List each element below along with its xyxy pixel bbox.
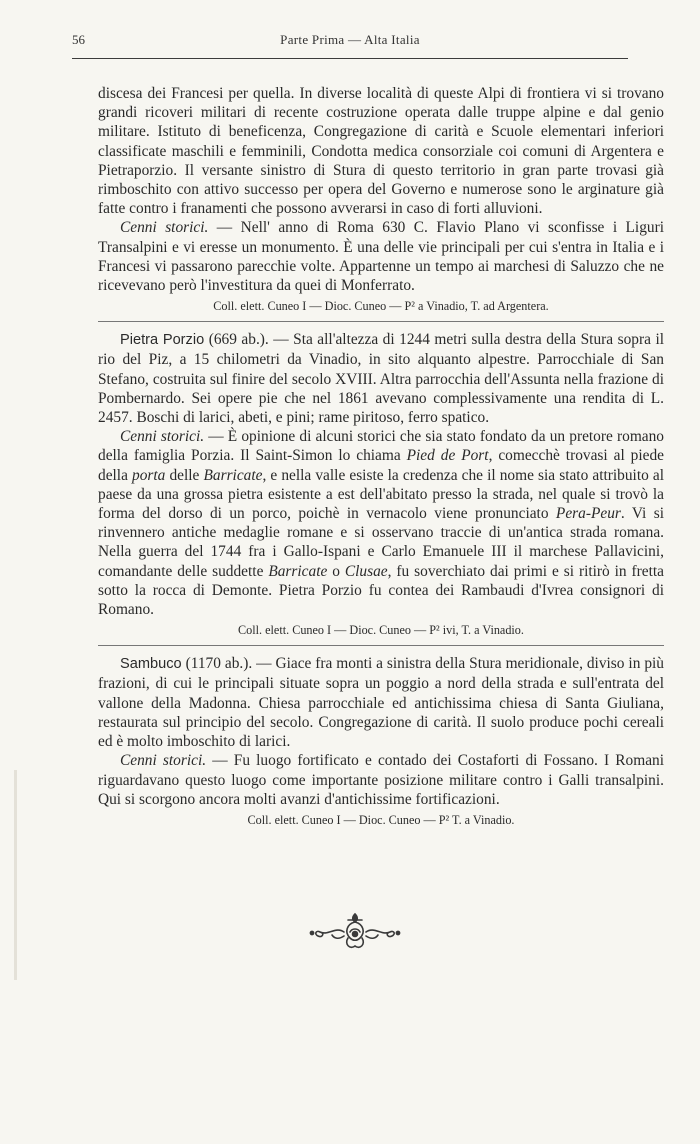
cenni-text: — È opinione di alcuni storici che sia stato fondato da un pretore romano della famiglia Porzia. Il Saint-Simon lo chiama [98,428,665,465]
entry-title-pietra-porzio: Pietra Porzio [120,332,205,349]
intro-reference: Coll. elett. Cuneo I — Dioc. Cuneo — P² a Vinadio, T. ad Argentera. [213,299,549,314]
italic-term: porta [132,466,166,484]
cenni-text: — Fu luogo fortificato e contado dei Costaforti di Fossano. I Romani riguardavano questo luogo come importante posizione militare contro i Galli transalpini. Qui si scorgono ancora molti avanzi d'antichissime fortificazioni. [98,752,665,808]
italic-term: Barricate [203,466,263,484]
intro-paragraph: discesa dei Francesi per quella. In diverse località di queste Alpi di frontiera vi si trovano grandi ricoveri militari di recente costruzione operata dalle truppe alpine e dal genio militare. Istituto di beneficenza, Congregazione di carità e Scuole elementari inferiori classificate maschili e femminili, Condotta medica consorziale coi comuni di Argentera e Pietraporzio. Il versante sinistro di Stura di questo territorio in gran parte trovasi già rimboschito con attivo successo per opera del Governo e numerose sono le arginature già fatte contro i franamenti che possono avverarsi in caso di forti alluvioni. [98,85,664,218]
cenni-label: Cenni storici. [120,752,207,770]
page-content [98,84,664,828]
page-number: 56 [72,32,85,47]
sambuco-text: (1170 ab.). — Giace fra monti a sinistra della Stura meridionale, diviso in più frazioni, di cui le principali situate sopra un poggio a nord della strada e sull'entrata del vallone della Madonna. Chiesa parrocchiale ed antichissima chiesa di Santa Giuliana, restaurata sul principio del secolo. Congregazione di carità. Il suolo produce pochi cereali ed è molto imboschito di larici. [98,655,664,751]
page-edge-shadow [14,770,17,980]
cenni-text: — Nell' anno di Roma 630 C. Flavio Plano vi sconfisse i Liguri Transalpini e vi eresse un monumento. È una delle vie principali per cui s'entra in Italia e i Francesi vi passarono parecchie volte. Appartenne un tempo ai marchesi di Saluzzo che ne ricevevano però l'investitura da quei di Monferrato. [98,219,664,295]
pietra-porzio-entry [98,330,664,427]
pietra-porzio-reference: Coll. elett. Cuneo I — Dioc. Cuneo — P² ivi, T. a Vinadio. [238,623,524,638]
cenni-text: , comecchè trovasi al piede della [98,447,664,484]
sambuco-cenni-storici [98,751,664,809]
entry-title-sambuco: Sambuco [120,656,182,673]
pietra-porzio-text: (669 ab.). — Sta all'altezza di 1244 metri sulla destra della Stura sopra il rio del Piz, a 15 chilometri da Vinadio, in sito alquanto alpestre. Parrocchiale di San Stefano, costruita sul finire del secolo XVIII. Altra parrocchia dell'Assunta nella frazione di Pombernardo. Sei opere pie che nel 1861 avevano complessivamente una rendita di L. 2457. Boschi di larici, abeti, e pini; rame piritoso, ferro spatico. [98,331,664,427]
running-head: Parte Prima — Alta Italia [280,32,420,47]
cenni-label: Cenni storici. [120,428,205,446]
italic-term: Barricate [268,562,328,580]
cenni-text: , e nella valle esiste la credenza che il nome sia stato attribuito al paese da una grossa pietra esistente a est dell'abitato presso la strada, nel quale si trovò la forma del dorso di un porco, poichè in vernacolo viene pronunciato [98,466,664,523]
cenni-label: Cenni storici. [120,219,209,237]
italic-term: Pera-Peur [555,505,621,523]
ornament-icon [300,908,410,956]
intro-cenni-storici [98,218,664,295]
cenni-text: . Vi si rinvennero antiche medaglie romane e si osservano traccie di un'antica strada romana. Nella guerra del 1744 fra i Gallo-Ispani e Carlo Emanuele III il marchese Pallavicini, comandante delle suddette [98,505,664,580]
cenni-text: , fu soverchiato dai primi e si ritirò in fretta sotto la rocca di Demonte. Pietra Porzio fu contea dei Rambaudi d'Ivrea consignori di Romano. [98,562,664,619]
italic-term: Clusae [344,562,388,580]
italic-term: Pied de Port [406,447,489,465]
cenni-text: o [327,562,345,580]
sambuco-reference: Coll. elett. Cuneo I — Dioc. Cuneo — P² T. a Vinadio. [247,812,515,827]
header-rule [72,58,628,59]
section-divider [98,645,664,646]
pietra-porzio-cenni-storici [98,427,664,619]
cenni-text: delle [165,466,204,484]
page-header [72,30,628,54]
sambuco-entry [98,654,664,751]
section-divider [98,321,664,322]
